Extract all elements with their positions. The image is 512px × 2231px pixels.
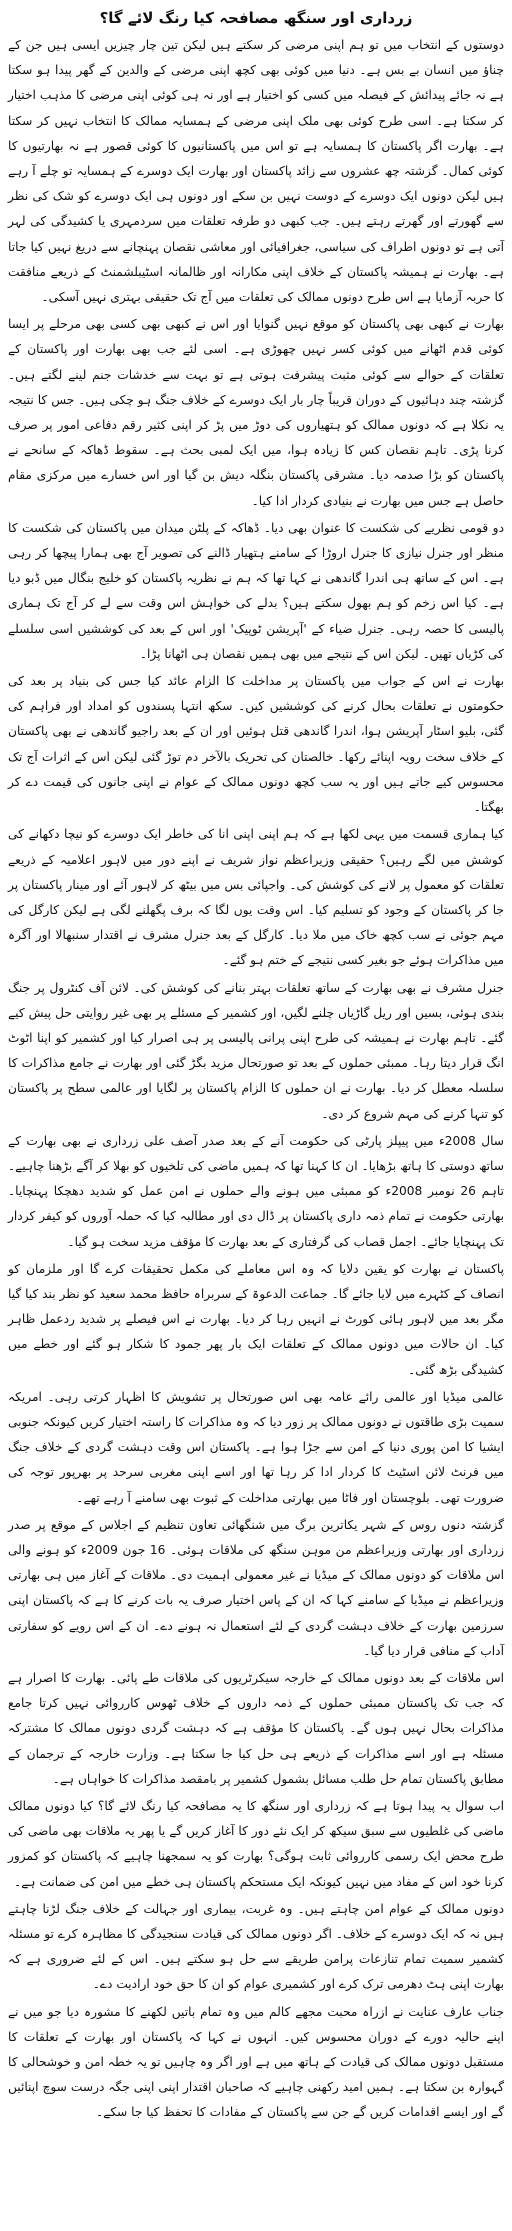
paragraph: جناب عارف عنایت نے ازراہ محبت مجھے کالم میں وہ تمام باتیں لکھنے کا مشورہ دیا جو میں نے اپنے حالیہ دورے کے دوران محسوس کیں۔ انہوں نے کہا کہ پاکستان اور بھارت کے تعلقات کا مستقبل دونوں ممالک کی قیادت کے ہاتھ میں ہے اور اگر وہ چاہیں تو یہ خطہ امن و خوشحالی کا گہوارہ بن سکتا ہے۔ ہمیں امید رکھنی چاہیے کہ صاحبان اقتدار اپنی اپنی جگہ درست سوچ اپنائیں گے اور ایسے اقدامات کریں گے جن سے پاکستان کے مفادات کا تحفظ کیا جا سکے۔ (8, 2004, 504, 2120)
paragraph: پاکستان نے بھارت کو یقین دلایا کہ وہ اس معاملے کی مکمل تحقیقات کرے گا اور ملزمان کو انصاف کے کٹہرے میں لایا جائے گا۔ جماعت الدعوۃ کے سربراہ حافظ محمد سعید کو نظر بند کیا گیا مگر بعد میں لاہور ہائی کورٹ نے انہیں رہا کر دیا۔ بھارت نے اس فیصلے پر شدید ردعمل ظاہر کیا۔ ان حالات میں دونوں ممالک کے تعلقات ایک بار پھر جمود کا شکار ہو گئے اور خطے میں کشیدگی بڑھ گئی۔ (8, 1261, 504, 1377)
article-body (8, 33, 504, 2126)
paragraph: عالمی میڈیا اور عالمی رائے عامہ بھی اس صورتحال پر تشویش کا اظہار کرتی رہی۔ امریکہ سمیت بڑی طاقتوں نے دونوں ممالک پر زور دیا کہ وہ مذاکرات کا راستہ اختیار کریں کیونکہ جنوبی ایشیا کا امن پوری دنیا کے امن سے جڑا ہوا ہے۔ پاکستان اس وقت دہشت گردی کے خلاف جنگ میں فرنٹ لائن اسٹیٹ کا کردار ادا کر رہا تھا اور اسے اپنی مغربی سرحد پر بھرپور توجہ کی ضرورت تھی۔ بلوچستان اور فاٹا میں بھارتی مداخلت کے ثبوت بھی سامنے آ رہے تھے۔ (8, 1389, 504, 1505)
paragraph: کیا ہماری قسمت میں یہی لکھا ہے کہ ہم اپنی اپنی انا کی خاطر ایک دوسرے کو نیچا دکھانے کی کوشش میں لگے رہیں؟ حقیقی وزیراعظم نواز شریف نے اپنے دور میں لاہور اعلامیہ کے ذریعے تعلقات کو معمول پر لانے کی کوشش کی۔ واجپائی بس میں بیٹھ کر لاہور آئے اور مینار پاکستان پر جا کر پاکستان کے وجود کو تسلیم کیا۔ اس وقت یوں لگا کہ برف پگھلنے لگی ہے لیکن کارگل کی مہم جوئی نے سب کچھ خاک میں ملا دیا۔ کارگل کے بعد جنرل مشرف نے اقتدار سنبھالا اور آگرہ میں مذاکرات ہوئے جو بغیر کسی نتیجے کے ختم ہو گئے۔ (8, 827, 504, 968)
paragraph: جنرل مشرف نے بھی بھارت کے ساتھ تعلقات بہتر بنانے کی کوشش کی۔ لائن آف کنٹرول پر جنگ بندی ہوئی، بسیں اور ریل گاڑیاں چلنے لگیں، اور کشمیر کے مسئلے پر بھی غیر روایتی حل پیش کیے گئے۔ تاہم بھارت نے ہمیشہ کی طرح اپنی پرانی پالیسی پر ہی اصرار کیا اور کشمیر کو اپنا اٹوٹ انگ قرار دیتا رہا۔ ممبئی حملوں کے بعد تو صورتحال مزید بگڑ گئی اور بھارت نے جامع مذاکرات کا سلسلہ معطل کر دیا۔ بھارت نے ان حملوں کا الزام پاکستان پر لگایا اور عالمی سطح پر پاکستان کو تنہا کرنے کی مہم شروع کر دی۔ (8, 980, 504, 1121)
paragraph: سال 2008ء میں پیپلز پارٹی کی حکومت آنے کے بعد صدر آصف علی زرداری نے بھی بھارت کے ساتھ دوستی کا ہاتھ بڑھایا۔ ان کا کہنا تھا کہ ہمیں ماضی کی تلخیوں کو بھلا کر آگے بڑھنا چاہیے۔ تاہم 26 نومبر 2008ء کو ممبئی میں ہونے والے حملوں نے امن عمل کو شدید دھچکا پہنچایا۔ بھارتی حکومت نے تمام ذمہ داری پاکستان پر ڈال دی اور مطالبہ کیا کہ حملہ آوروں کو کیفر کردار تک پہنچایا جائے۔ اجمل قصاب کی گرفتاری کے بعد بھارت کا مؤقف مزید سخت ہو گیا۔ (8, 1133, 504, 1249)
paragraph: گزشتہ دنوں روس کے شہر یکاترین برگ میں شنگھائی تعاون تنظیم کے اجلاس کے موقع پر صدر زرداری اور بھارتی وزیراعظم من موہن سنگھ کی ملاقات ہوئی۔ 16 جون 2009ء کو ہونے والی اس ملاقات کو دونوں ممالک کے میڈیا نے غیر معمولی اہمیت دی۔ ملاقات کے آغاز میں ہی بھارتی وزیراعظم نے میڈیا کے سامنے کہا کہ ان کے پاس اختیار صرف یہ بات کرنے کا ہے کہ پاکستان اپنی سرزمین بھارت کے خلاف دہشت گردی کے لئے استعمال نہ ہونے دے۔ ان کے اس رویے کو سفارتی آداب کے منافی قرار دیا گیا۔ (8, 1517, 504, 1658)
paragraph: دوستوں کے انتخاب میں تو ہم اپنی مرضی کر سکتے ہیں لیکن تین چار چیزیں ایسی ہیں جن کے چناؤ میں انسان بے بس ہے۔ دنیا میں کوئی بھی کچھ اپنی مرضی کے والدین کے گھر پیدا ہو سکتا ہے نہ جائے پیدائش کے فیصلہ میں کسی کو اختیار ہے اور نہ ہی کوئی اپنی مرضی کا مذہب اختیار کر سکتا ہے۔ اسی طرح کوئی بھی ملک اپنی مرضی کے ہمسایہ ممالک کا انتخاب نہیں کر سکتا ہے۔ بھارت اگر پاکستان کا ہمسایہ ہے تو اس میں پاکستانیوں کا کوئی قصور ہے نہ بھارتیوں کا کوئی کمال۔ گزشتہ چھ عشروں سے زائد پاکستان اور بھارت ایک دوسرے کے ہمسایہ تو چلے آ رہے ہیں لیکن دونوں ایک دوسرے کے دوست نہیں بن سکے اور دونوں ہی ایک دوسرے کو شک کی نظر سے گھورتے اور گھرتے رہتے ہیں۔ جب کبھی دو طرفہ تعلقات میں سردمہری یا کشیدگی کی لہر آتی ہے تو دونوں اطراف کی سیاسی، جغرافیائی اور معاشی نقصان پہنچانے سے دریغ نہیں کیا جاتا ہے۔ بھارت نے ہمیشہ پاکستان کے خلاف اپنی مکارانہ اور ظالمانہ اسٹیبلشمنٹ کے ذریعے منافقت کا حربہ آزمایا ہے اس طرح دونوں ممالک کی تعلقات میں آج تک حقیقی بہتری نہیں آسکی۔ (8, 38, 504, 305)
paragraph: دو قومی نظریے کی شکست کا عنوان بھی دیا۔ ڈھاکہ کے پلٹن میدان میں پاکستان کی شکست کا منظر اور جنرل نیازی کا جنرل اروڑا کے سامنے ہتھیار ڈالنے کی تصویر آج بھی ہمارا پیچھا کر رہی ہے۔ اس کے ساتھ ہی اندرا گاندھی نے کہا تھا کہ ہم نے نظریہ پاکستان کو خلیج بنگال میں ڈبو دیا ہے۔ کیا اس زخم کو ہم بھول سکتے ہیں؟ بدلے کی خواہش اس وقت سے لے کر آج تک ہماری پالیسی کا حصہ رہی۔ جنرل ضیاء کے 'آپریشن ٹوپیک' اور اس کے بعد کی کوششیں اسی سلسلے کی کڑیاں تھیں۔ لیکن اس کے نتیجے میں بھی ہمیں نقصان ہی اٹھانا پڑا۔ (8, 520, 504, 661)
paragraph: دونوں ممالک کے عوام امن چاہتے ہیں۔ وہ غربت، بیماری اور جہالت کے خلاف جنگ لڑنا چاہتے ہیں نہ کہ ایک دوسرے کے خلاف۔ اگر دونوں ممالک کی قیادت سنجیدگی کا مظاہرہ کرے تو مسئلہ کشمیر سمیت تمام تنازعات پرامن طریقے سے حل ہو سکتے ہیں۔ اس کے لئے ضروری ہے کہ بھارت اپنی ہٹ دھرمی ترک کرے اور کشمیری عوام کو ان کا حق خود ارادیت دے۔ (8, 1901, 504, 1992)
paragraph: بھارت نے کبھی بھی پاکستان کو موقع نہیں گنوایا اور اس نے کبھی بھی کسی بھی مرحلے پر ایسا کوئی قدم اٹھانے میں کوئی کسر نہیں چھوڑی ہے۔ اسی لئے جب بھی بھارت اور پاکستان کے تعلقات کے حوالے سے کوئی مثبت پیشرفت ہوتی ہے تو بہت سے خدشات جنم لینے لگتے ہیں۔ گزشتہ چند دہائیوں کے دوران قریباً چار بار ایک دوسرے کے خلاف جنگ ہو چکی ہیں۔ جس کا نتیجہ یہ نکلا ہے کہ دونوں ممالک کو ہتھیاروں کی دوڑ میں پڑ کر اپنی کثیر رقم دفاعی امور پر صرف کرنا پڑی۔ تاہم نقصان کس کا زیادہ ہوا، میں ایک لمبی بحث ہے۔ سقوط ڈھاکہ کے سانحے نے پاکستان کو بڑا صدمہ دیا۔ مشرقی پاکستان بنگلہ دیش بن گیا اور اس خسارے میں مرکزی مقام حاصل ہے جس میں بھارت نے بنیادی کردار ادا کیا۔ (8, 317, 504, 508)
article-headline: زرداری اور سنگھ مصافحہ کیا رنگ لائے گا؟ (99, 9, 413, 27)
paragraph: بھارت نے اس کے جواب میں پاکستان پر مداخلت کا الزام عائد کیا جس کی بنیاد پر بعد کی حکومتوں نے تعلقات بحال کرنے کی کوششیں کیں۔ سکھ انتہا پسندوں کو امداد اور فراہم کی گئی، بلیو اسٹار آپریشن ہوا، اندرا گاندھی قتل ہوئیں اور ان کے بعد راجیو گاندھی نے بھی پاکستان کے خلاف سخت رویہ اپنائے رکھا۔ خالصتان کی تحریک بالآخر دم توڑ گئی لیکن اس کے اثرات آج تک محسوس کیے جاتے ہیں اور یہ سب کچھ دونوں ممالک کے عوام نے اپنی جانوں کی قیمت دے کر بھگتا۔ (8, 674, 504, 815)
paragraph: اب سوال یہ پیدا ہوتا ہے کہ زرداری اور سنگھ کا یہ مصافحہ کیا رنگ لائے گا؟ کیا دونوں ممالک ماضی کی غلطیوں سے سبق سیکھ کر ایک نئے دور کا آغاز کریں گے یا پھر یہ ملاقات بھی ماضی کی طرح محض ایک رسمی کارروائی ثابت ہوگی؟ بھارت کو یہ سمجھنا چاہیے کہ پاکستان کو کمزور کرنا خود اس کے مفاد میں نہیں کیونکہ ایک مستحکم پاکستان ہی خطے میں امن کی ضمانت ہے۔ (8, 1799, 504, 1889)
paragraph: اس ملاقات کے بعد دونوں ممالک کے خارجہ سیکرٹریوں کی ملاقات طے پائی۔ بھارت کا اصرار ہے کہ جب تک پاکستان ممبئی حملوں کے ذمہ داروں کے خلاف ٹھوس کارروائی نہیں کرتا جامع مذاکرات بحال نہیں ہوں گے۔ پاکستان کا مؤقف ہے کہ دہشت گردی دونوں ممالک کا مشترکہ مسئلہ ہے اور اسے مذاکرات کے ذریعے ہی حل کیا جا سکتا ہے۔ وزارت خارجہ کے ترجمان کے مطابق پاکستان تمام حل طلب مسائل بشمول کشمیر پر بامقصد مذاکرات کا خواہاں ہے۔ (8, 1671, 504, 1786)
